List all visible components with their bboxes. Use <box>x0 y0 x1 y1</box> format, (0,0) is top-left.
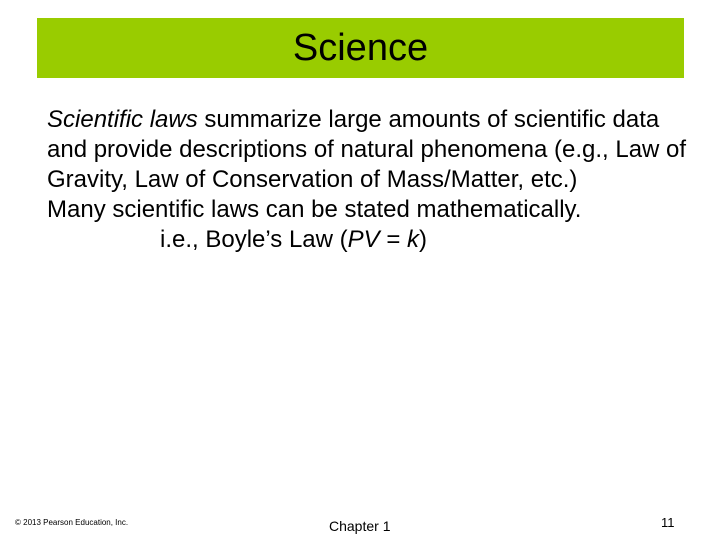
boyles-law-example <box>47 225 687 255</box>
variable-pv: PV <box>347 226 380 253</box>
example-equals: = <box>379 226 408 253</box>
slide-body <box>47 105 687 255</box>
paragraph-scientific-laws <box>47 105 687 195</box>
title-bar <box>37 18 684 78</box>
slide-title: Science <box>292 27 429 69</box>
footer-copyright: © 2013 Pearson Education, Inc. <box>15 518 129 527</box>
term-scientific-laws: Scientific laws <box>47 106 198 133</box>
variable-k: k <box>407 226 420 253</box>
example-prefix: i.e., Boyle’s Law ( <box>160 226 348 253</box>
footer-page-number: 11 <box>661 515 675 530</box>
paragraph-scientific-laws-text: summarize large amounts of scientific data and provide descriptions of natural phenomena (e.g., Law of Gravity, Law of Conservation of Mass/Matter, etc.) <box>47 106 687 193</box>
paragraph-mathematical: Many scientific laws can be stated mathematically. <box>47 196 582 223</box>
footer-chapter: Chapter 1 <box>329 518 391 534</box>
example-suffix: ) <box>419 226 428 253</box>
